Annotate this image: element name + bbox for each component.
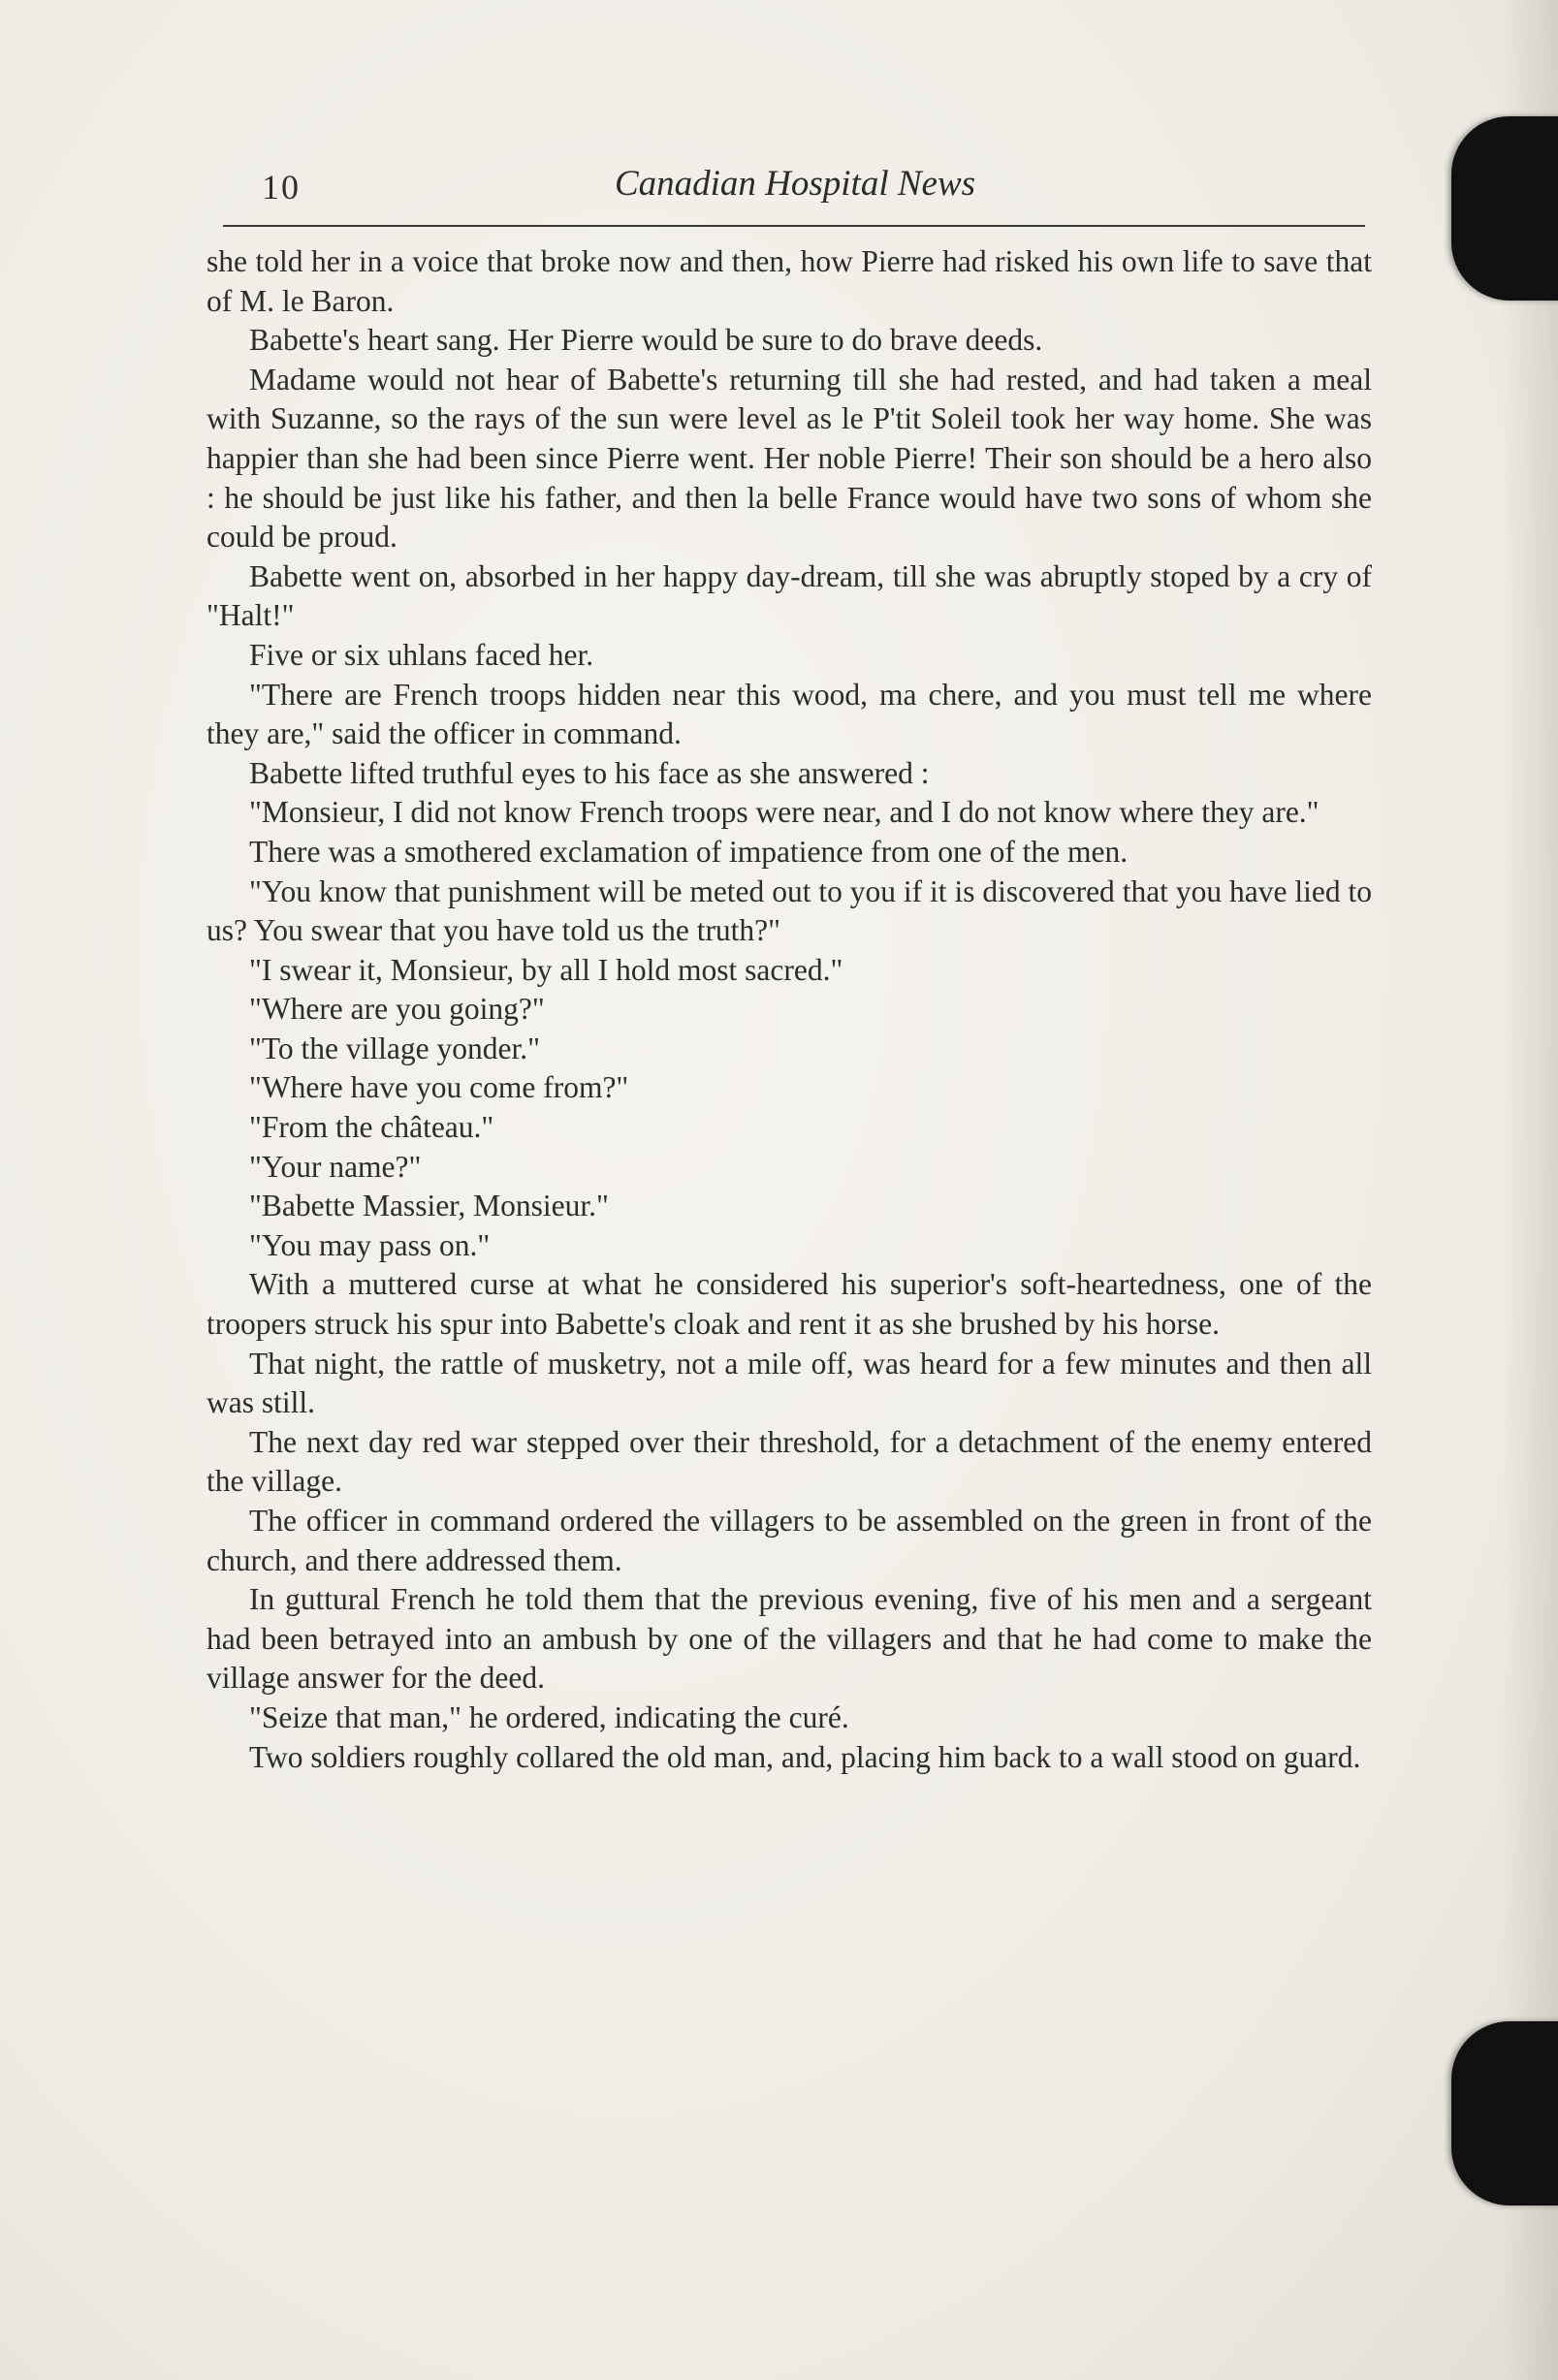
page-header [223,163,1367,221]
paragraph: There was a smothered exclamation of impatience from one of the men. [249,834,1129,869]
paragraph: "Where have you come from?" [249,1070,629,1105]
header-rule [223,225,1365,227]
paragraph: "Monsieur, I did not know French troops were near, and I do not know where they are." [249,795,1320,830]
paragraph: "You may pass on." [249,1227,491,1262]
paragraph: The officer in command ordered the villagers to be assembled on the green in front of the church, and there addressed them. [207,1504,1372,1577]
paragraph: "You know that punishment will be meted out to you if it is discovered that you have lied to us? You swear that you have told us the truth?" [207,873,1372,948]
binder-hole-bottom [1451,2021,1558,2205]
paragraph: The next day red war stepped over their threshold, for a detachment of the enemy entered the village. [207,1424,1372,1499]
running-title: Canadian Hospital News [614,164,976,204]
paragraph: Two soldiers roughly collared the old man, and, placing him back to a wall stood on guard. [249,1739,1361,1774]
paragraph: In guttural French he told them that the previous evening, five of his men and a sergeant had been betrayed into an ambush by one of the villagers and that he had come to make the village answer for the deed. [207,1582,1372,1696]
paragraph: Madame would not hear of Babette's returning till she had rested, and had taken a meal with Suzanne, so the rays of the sun were level as le P'tit Soleil took her way home. She was happier than she had been since Pierre went. Her noble Pierre! Their son should be a hero also : he should be just like his father, and then la belle France would have two sons of whom she could be proud. [207,362,1372,555]
paragraph: Babette lifted truthful eyes to his face as she answered : [249,755,930,790]
paragraph: That night, the rattle of musketry, not a mile off, was heard for a few minutes and then all was still. [207,1346,1372,1420]
paragraph: Babette's heart sang. Her Pierre would be sure to do brave deeds. [249,323,1043,358]
paragraph: she told her in a voice that broke now and then, how Pierre had risked his own life to save that of M. le Baron. [207,244,1372,318]
paragraph: Five or six uhlans faced her. [249,637,594,672]
paragraph: "To the village yonder." [249,1031,540,1065]
paragraph: "I swear it, Monsieur, by all I hold most sacred." [249,952,843,987]
binder-hole-top [1451,116,1558,301]
paragraph: "Where are you going?" [249,992,545,1027]
paragraph: With a muttered curse at what he considered his superior's soft-heartedness, one of the troopers struck his spur into Babette's cloak and rent it as she brushed by his horse. [207,1267,1372,1342]
paragraph: "Babette Massier, Monsieur." [249,1189,609,1223]
paragraph: "Your name?" [249,1149,422,1184]
paragraph: "Seize that man," he ordered, indicating the curé. [249,1699,849,1734]
body-text [207,242,1372,1777]
paragraph: "There are French troops hidden near this wood, ma chere, and you must tell me where they are," said the officer in command. [207,677,1372,751]
page-number: 10 [262,168,301,206]
paragraph: Babette went on, absorbed in her happy day-dream, till she was abruptly stoped by a cry of "Halt!" [207,558,1372,633]
paragraph: "From the château." [249,1110,494,1145]
